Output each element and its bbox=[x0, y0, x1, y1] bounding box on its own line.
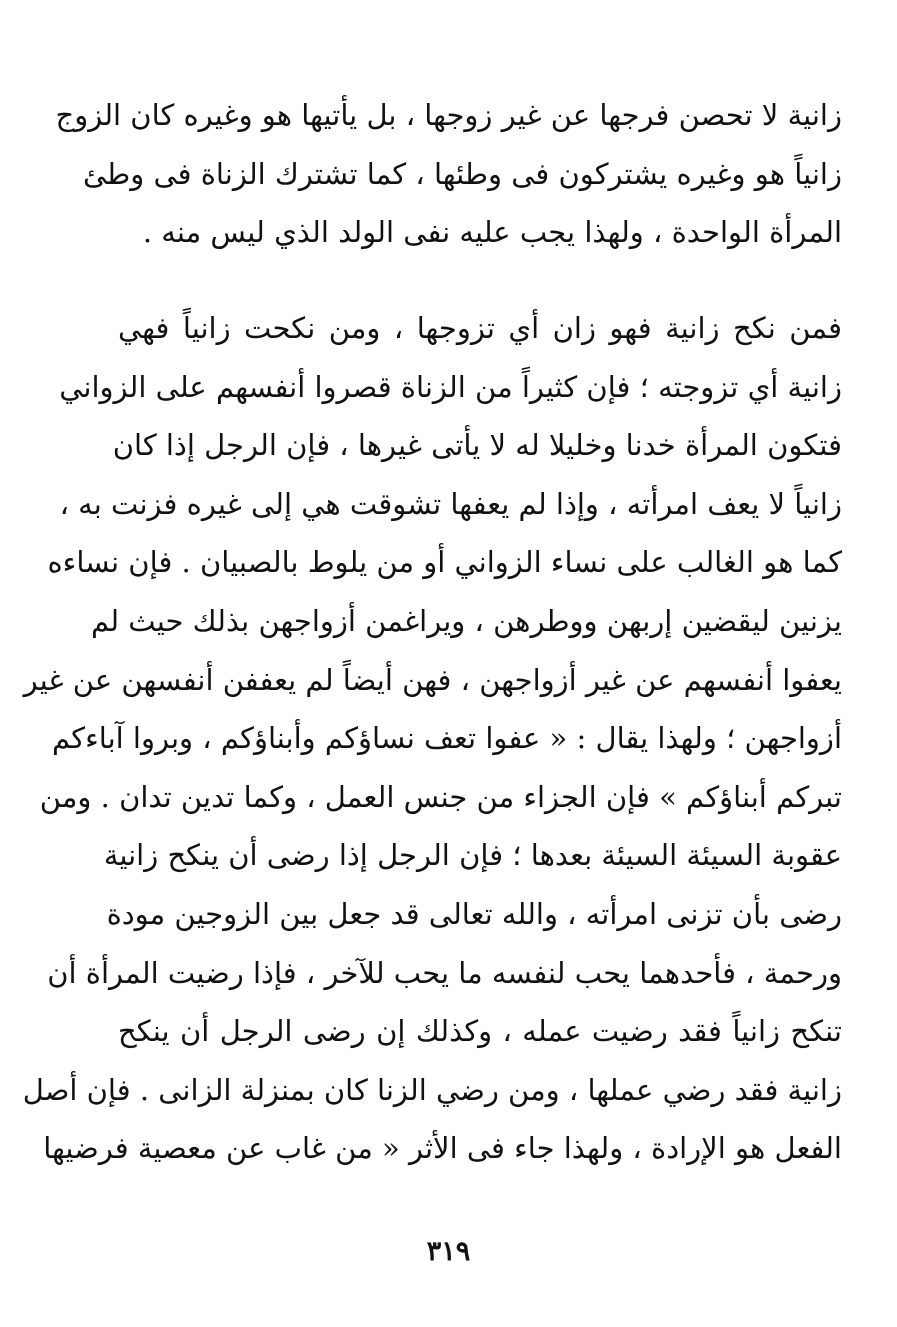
paragraph-2 bbox=[22, 299, 842, 1178]
text-line: المرأة الواحدة ، ولهذا يجب عليه نفى الولد الذي ليس منه . bbox=[142, 215, 842, 250]
text-line: زانية فقد رضي عملها ، ومن رضي الزنا كان بمنزلة الزانى . فإن أصل bbox=[22, 1072, 842, 1107]
text-line: تبركم أبناؤكم » فإن الجزاء من جنس العمل ، وكما تدين تدان . ومن bbox=[39, 779, 842, 814]
paragraph-1 bbox=[55, 86, 842, 262]
text-line: كما هو الغالب على نساء الزواني أو من يلوط بالصبيان . فإن نساءه bbox=[47, 545, 842, 580]
text-line: ورحمة ، فأحدهما يحب لنفسه ما يحب للآخر ، فإذا رضيت المرأة أن bbox=[47, 955, 842, 990]
text-line: فمن نكح زانية فهو زان أي تزوجها ، ومن نكحت زانياً فهي bbox=[118, 311, 842, 345]
text-line: أزواجهن ؛ ولهذا يقال : « عفوا تعف نساؤكم وأبناؤكم ، وبروا آباءكم bbox=[52, 721, 842, 756]
text-line: زانية لا تحصن فرجها عن غير زوجها ، بل يأتيها هو وغيره كان الزوج bbox=[55, 98, 842, 132]
text-line: زانية أي تزوجته ؛ فإن كثيراً من الزناة قصروا أنفسهم على الزواني bbox=[59, 369, 842, 404]
text-line: الفعل هو الإرادة ، ولهذا جاء فى الأثر « من غاب عن معصية فرضيها bbox=[43, 1131, 842, 1166]
text-line: زانياً هو وغيره يشتركون فى وطئها ، كما تشترك الزناة فى وطئ bbox=[82, 156, 842, 191]
text-line: تنكح زانياً فقد رضيت عمله ، وكذلك إن رضى الرجل أن ينكح bbox=[118, 1014, 842, 1049]
text-line: عقوبة السيئة السيئة بعدها ؛ فإن الرجل إذا رضى أن ينكح زانية bbox=[103, 838, 842, 873]
page-number: ٣١٩ bbox=[426, 1236, 471, 1267]
text-line: فتكون المرأة خدنا وخليلا له لا يأتى غيرها ، فإن الرجل إذا كان bbox=[112, 428, 842, 463]
text-line: زانياً لا يعف امرأته ، وإذا لم يعفها تشوقت هي إلى غيره فزنت به ، bbox=[59, 486, 842, 521]
text-line: رضى بأن تزنى امرأته ، والله تعالى قد جعل بين الزوجين مودة bbox=[106, 896, 842, 931]
text-line: يعفوا أنفسهم عن غير أزواجهن ، فهن أيضاً لم يعففن أنفسهن عن غير bbox=[23, 662, 842, 697]
text-line: يزنين ليقضين إربهن ووطرهن ، ويراغمن أزواجهن بذلك حيث لم bbox=[90, 603, 842, 638]
